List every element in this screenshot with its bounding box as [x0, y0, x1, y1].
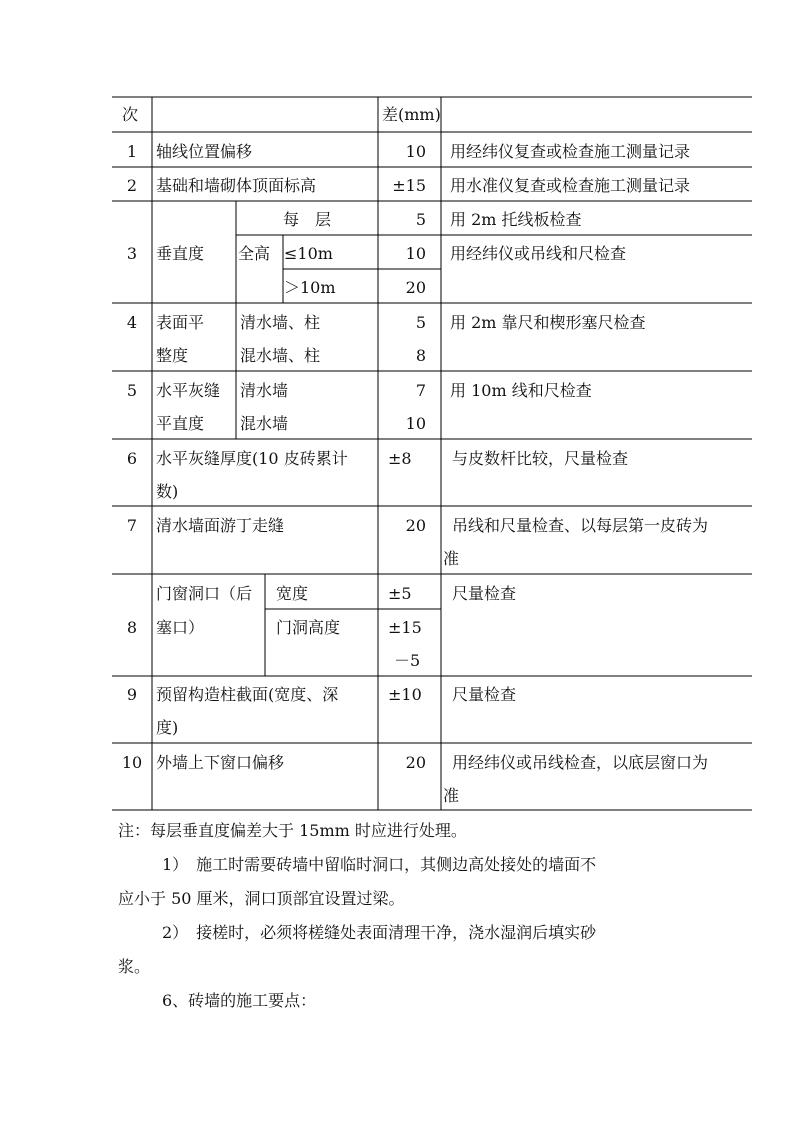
row9-no: 9 [126, 685, 138, 704]
section-heading: 6、砖墙的施工要点： [162, 991, 317, 1010]
row6-item-line2: 数) [156, 482, 179, 501]
row5-item-line1: 水平灰缝 [156, 381, 221, 400]
row4-item-line1: 表面平 [156, 313, 205, 332]
row3-sub-gt10: ＞10m [284, 278, 336, 297]
row9-item-line1: 预留构造柱截面(宽度、深 [156, 685, 339, 704]
row8-no: 8 [126, 618, 138, 637]
row3-sub-total-height: 全高 [238, 244, 271, 263]
row10-item: 外墙上下窗口偏移 [156, 753, 285, 772]
row2-no: 2 [126, 176, 138, 195]
row4-item-line2: 整度 [156, 346, 189, 365]
row5-tolerance-b: 10 [405, 414, 426, 433]
row8-sub-a: 宽度 [276, 584, 309, 603]
row4-tolerance-a: 5 [415, 313, 426, 332]
row9-tolerance: ±10 [388, 685, 422, 704]
row5-item-line2: 平直度 [156, 414, 205, 433]
row8-item-line1: 门窗洞口（后 [156, 584, 253, 603]
row1-no: 1 [126, 142, 138, 161]
row4-tolerance-b: 8 [415, 346, 426, 365]
row5-method: 用 10m 线和尺检查 [450, 381, 592, 400]
row6-tolerance: ±8 [388, 449, 412, 468]
row8-tolerance-b-lower: －5 [394, 651, 421, 670]
row8-tolerance-a: ±5 [388, 584, 412, 603]
row10-tolerance: 20 [405, 753, 426, 772]
row2-method: 用水准仪复查或检查施工测量记录 [450, 176, 691, 195]
paragraph-1-line2: 应小于 50 厘米，洞口顶部宜设置过梁。 [118, 889, 405, 908]
row1-tolerance: 10 [405, 142, 426, 161]
row3-tolerance-each: 5 [415, 210, 426, 229]
row10-no: 10 [121, 753, 143, 772]
row3-sub-each-floor: 每 层 [282, 210, 331, 229]
row3-tolerance-le10: 10 [405, 244, 426, 263]
row2-tolerance: ±15 [392, 176, 426, 195]
row4-sub-b: 混水墙、柱 [240, 346, 321, 365]
row5-no: 5 [126, 381, 138, 400]
row10-method-line1: 用经纬仪或吊线检查，以底层窗口为 [452, 753, 709, 772]
row8-tolerance-b-upper: ±15 [388, 618, 422, 637]
row3-tolerance-gt10: 20 [405, 278, 426, 297]
header-col-tolerance: 差(mm) [382, 105, 441, 124]
row3-item: 垂直度 [156, 244, 205, 263]
row8-method: 尺量检查 [452, 584, 517, 603]
row10-method-line2: 准 [443, 786, 460, 805]
row3-no: 3 [126, 244, 138, 263]
row5-sub-a: 清水墙 [240, 381, 289, 400]
row3-method-each: 用 2m 托线板检查 [450, 210, 582, 229]
paragraph-2-line1: 2） 接槎时，必须将槎缝处表面清理干净，浇水湿润后填实砂 [162, 923, 597, 942]
table-note: 注：每层垂直度偏差大于 15mm 时应进行处理。 [118, 821, 467, 840]
row4-method: 用 2m 靠尺和楔形塞尺检查 [450, 313, 646, 332]
row7-method-line2: 准 [443, 549, 460, 568]
row5-tolerance-a: 7 [415, 381, 426, 400]
row8-sub-b: 门洞高度 [276, 618, 341, 637]
row6-item-line1: 水平灰缝厚度(10 皮砖累计 [156, 449, 348, 468]
row9-item-line2: 度) [156, 718, 179, 737]
row6-method: 与皮数杆比较，尺量检查 [452, 449, 629, 468]
row2-item: 基础和墙砌体顶面标高 [156, 176, 317, 195]
row3-method-total: 用经纬仪或吊线和尺检查 [450, 244, 627, 263]
row1-method: 用经纬仪复查或检查施工测量记录 [450, 142, 691, 161]
row4-no: 4 [126, 313, 138, 332]
row5-sub-b: 混水墙 [240, 414, 289, 433]
header-col-no: 次 [122, 105, 139, 124]
row7-method-line1: 吊线和尺量检查、以每层第一皮砖为 [452, 516, 709, 535]
row8-item-line2: 塞口） [156, 618, 205, 637]
row7-tolerance: 20 [405, 516, 426, 535]
row7-item: 清水墙面游丁走缝 [156, 516, 285, 535]
paragraph-2-line2: 浆。 [118, 957, 151, 976]
row7-no: 7 [126, 516, 138, 535]
row6-no: 6 [126, 449, 138, 468]
paragraph-1-line1: 1） 施工时需要砖墙中留临时洞口，其侧边高处接处的墙面不 [162, 855, 597, 874]
row1-item: 轴线位置偏移 [156, 142, 253, 161]
row4-sub-a: 清水墙、柱 [240, 313, 321, 332]
row3-sub-le10: ≤10m [284, 244, 333, 263]
row9-method: 尺量检查 [452, 685, 517, 704]
